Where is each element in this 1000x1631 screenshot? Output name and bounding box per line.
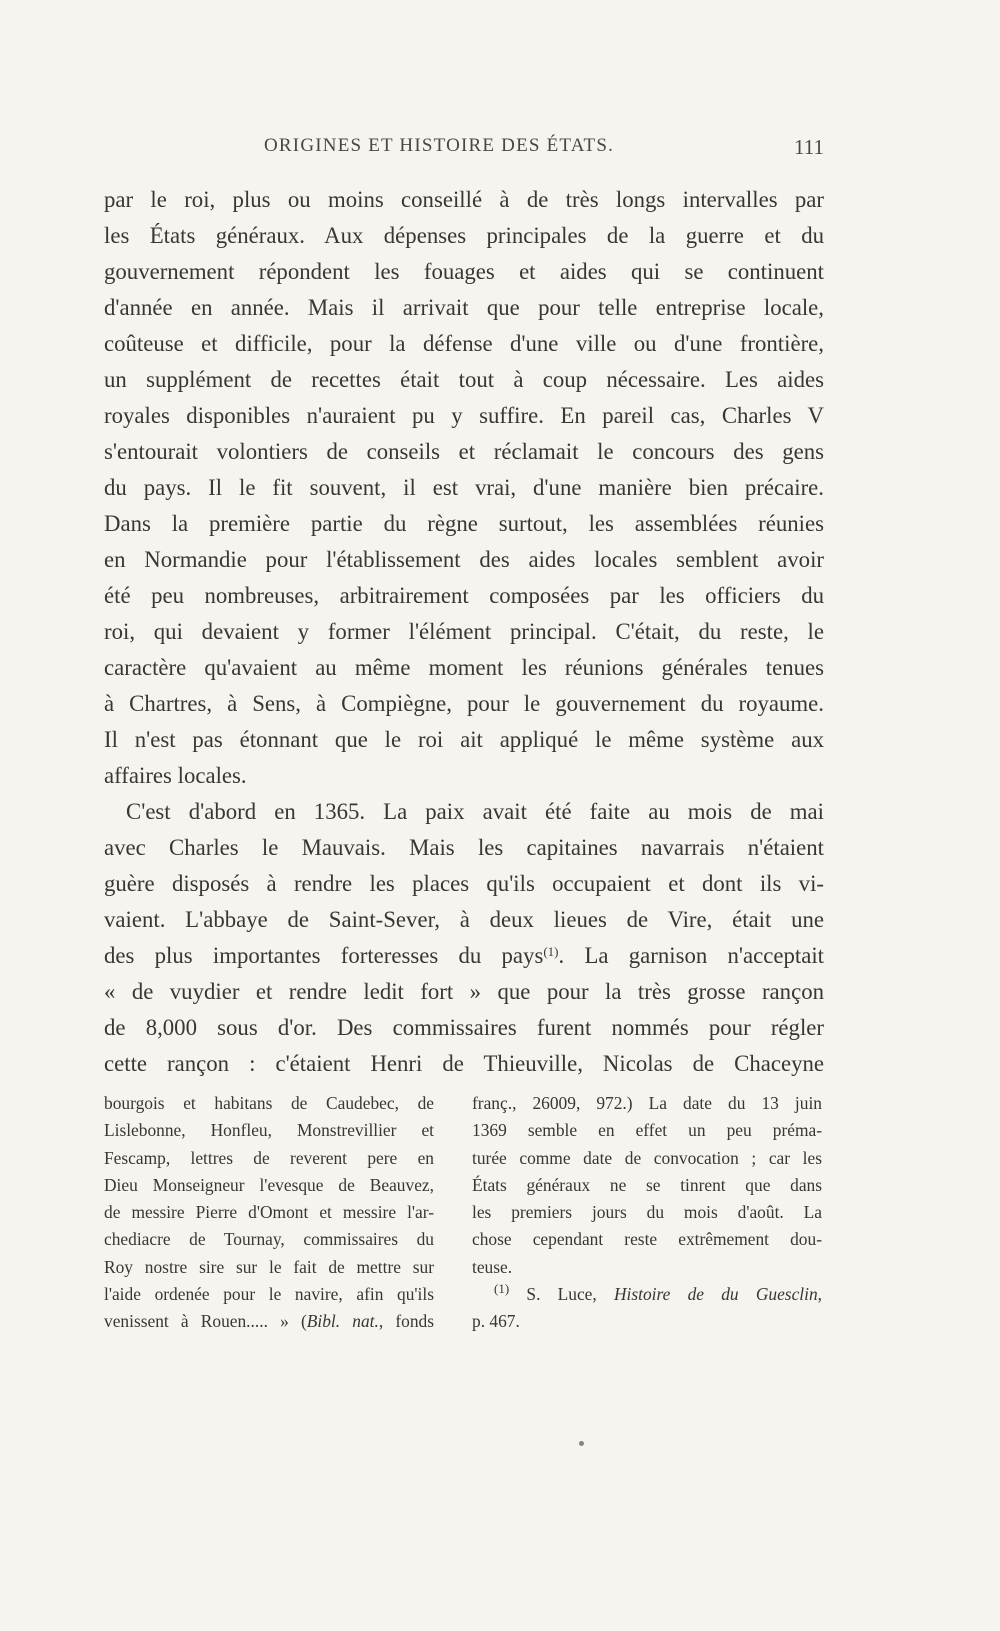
note-line: l'aide ordenée pour le navire, afin qu'ils	[104, 1284, 434, 1305]
text-line: les États généraux. Aux dépenses principales de la guerre et du	[104, 223, 824, 248]
note-segment: S. Luce,	[509, 1284, 614, 1305]
text-line: caractère qu'avaient au même moment les réunions générales tenues	[104, 655, 824, 680]
text-line: Il n'est pas étonnant que le roi ait appliqué le même système aux	[104, 727, 824, 752]
note-line: teuse.	[472, 1256, 513, 1277]
note-line: bourgois et habitans de Caudebec, de	[104, 1093, 434, 1113]
text-line: cette rançon : c'étaient Henri de Thieuville, Nicolas de Chaceyne	[104, 1051, 824, 1076]
main-text	[104, 182, 824, 1082]
running-head	[104, 135, 824, 169]
text-line: C'est d'abord en 1365. La paix avait été faite au mois de mai	[126, 799, 824, 824]
note-line: de messire Pierre d'Omont et messire l'ar-	[104, 1202, 434, 1223]
text-line: affaires locales.	[104, 763, 247, 788]
note-line: chediacre de Tournay, commissaires du	[104, 1229, 434, 1250]
text-line: à Chartres, à Sens, à Compiègne, pour le gouvernement du royaume.	[104, 691, 824, 716]
text-line: par le roi, plus ou moins conseillé à de très longs intervalles par	[104, 187, 824, 212]
text-line: s'entourait volontiers de conseils et réclamait le concours des gens	[104, 439, 824, 464]
running-title: ORIGINES ET HISTOIRE DES ÉTATS.	[264, 135, 615, 156]
text-line: Dans la première partie du règne surtout, les assemblées réunies	[104, 511, 824, 536]
text-line: un supplément de recettes était tout à coup nécessaire. Les aides	[104, 367, 824, 392]
text-line: roi, qui devaient y former l'élément principal. C'était, du reste, le	[104, 619, 824, 644]
note-line: Dieu Monseigneur l'evesque de Beauvez,	[104, 1174, 434, 1195]
text-line: avec Charles le Mauvais. Mais les capitaines navarrais n'étaient	[104, 835, 824, 860]
source-title: Bibl. nat.	[306, 1311, 379, 1332]
text-line: en Normandie pour l'établissement des aides locales semblent avoir	[104, 547, 824, 572]
text-line: du pays. Il le fit souvent, il est vrai, d'une manière bien précaire.	[104, 475, 824, 500]
text-line: guère disposés à rendre les places qu'ils occupaient et dont ils vi-	[104, 871, 824, 896]
text-line: d'année en année. Mais il arrivait que pour telle entreprise locale,	[104, 295, 824, 320]
footnote-1	[472, 1281, 822, 1308]
ink-speck	[579, 1441, 584, 1446]
text-line: vaient. L'abbaye de Saint-Sever, à deux lieues de Vire, était une	[104, 907, 824, 932]
text-line: « de vuydier et rendre ledit fort » que pour la très grosse rançon	[104, 979, 824, 1004]
footnote-number: (1)	[494, 1281, 510, 1297]
text-line-with-footnote	[104, 938, 824, 974]
note-line: Lislebonne, Honfleu, Monstrevillier et	[104, 1120, 434, 1141]
footnote-marker: (1)	[543, 944, 559, 959]
source-title: Histoire de du Guesclin,	[613, 1284, 822, 1305]
note-line: turée comme date de convocation ; car les	[472, 1147, 822, 1168]
note-line: chose cependant reste extrêmement dou-	[472, 1229, 822, 1250]
note-segment: , fonds	[378, 1311, 435, 1332]
note-line	[104, 1308, 434, 1335]
note-line: les premiers jours du mois d'août. La	[472, 1202, 822, 1223]
note-line: États généraux ne se tinrent que dans	[472, 1174, 822, 1195]
text-line: été peu nombreuses, arbitrairement composées par les officiers du	[104, 583, 824, 608]
footnotes-left-column	[104, 1090, 434, 1336]
note-line: Roy nostre sire sur le fait de mettre sur	[104, 1256, 434, 1277]
note-line: p. 467.	[472, 1311, 520, 1332]
page-number: 111	[794, 135, 824, 159]
text-line: royales disponibles n'auraient pu y suffire. En pareil cas, Charles V	[104, 403, 824, 428]
note-segment: venissent à Rouen..... » (	[104, 1311, 307, 1332]
note-line: Fescamp, lettres de reverent pere en	[104, 1147, 434, 1168]
text-line: gouvernement répondent les fouages et aides qui se continuent	[104, 259, 824, 284]
text-line: de 8,000 sous d'or. Des commissaires furent nommés pour régler	[104, 1015, 824, 1040]
text-segment: des plus importantes forteresses du pays	[104, 943, 544, 968]
note-line: 1369 semble en effet un peu préma-	[472, 1120, 822, 1141]
note-line: franç., 26009, 972.) La date du 13 juin	[472, 1093, 822, 1113]
footnotes-right-column	[472, 1090, 822, 1336]
text-segment: . La garnison n'acceptait	[558, 943, 824, 968]
text-line: coûteuse et difficile, pour la défense d'une ville ou d'une frontière,	[104, 331, 824, 356]
